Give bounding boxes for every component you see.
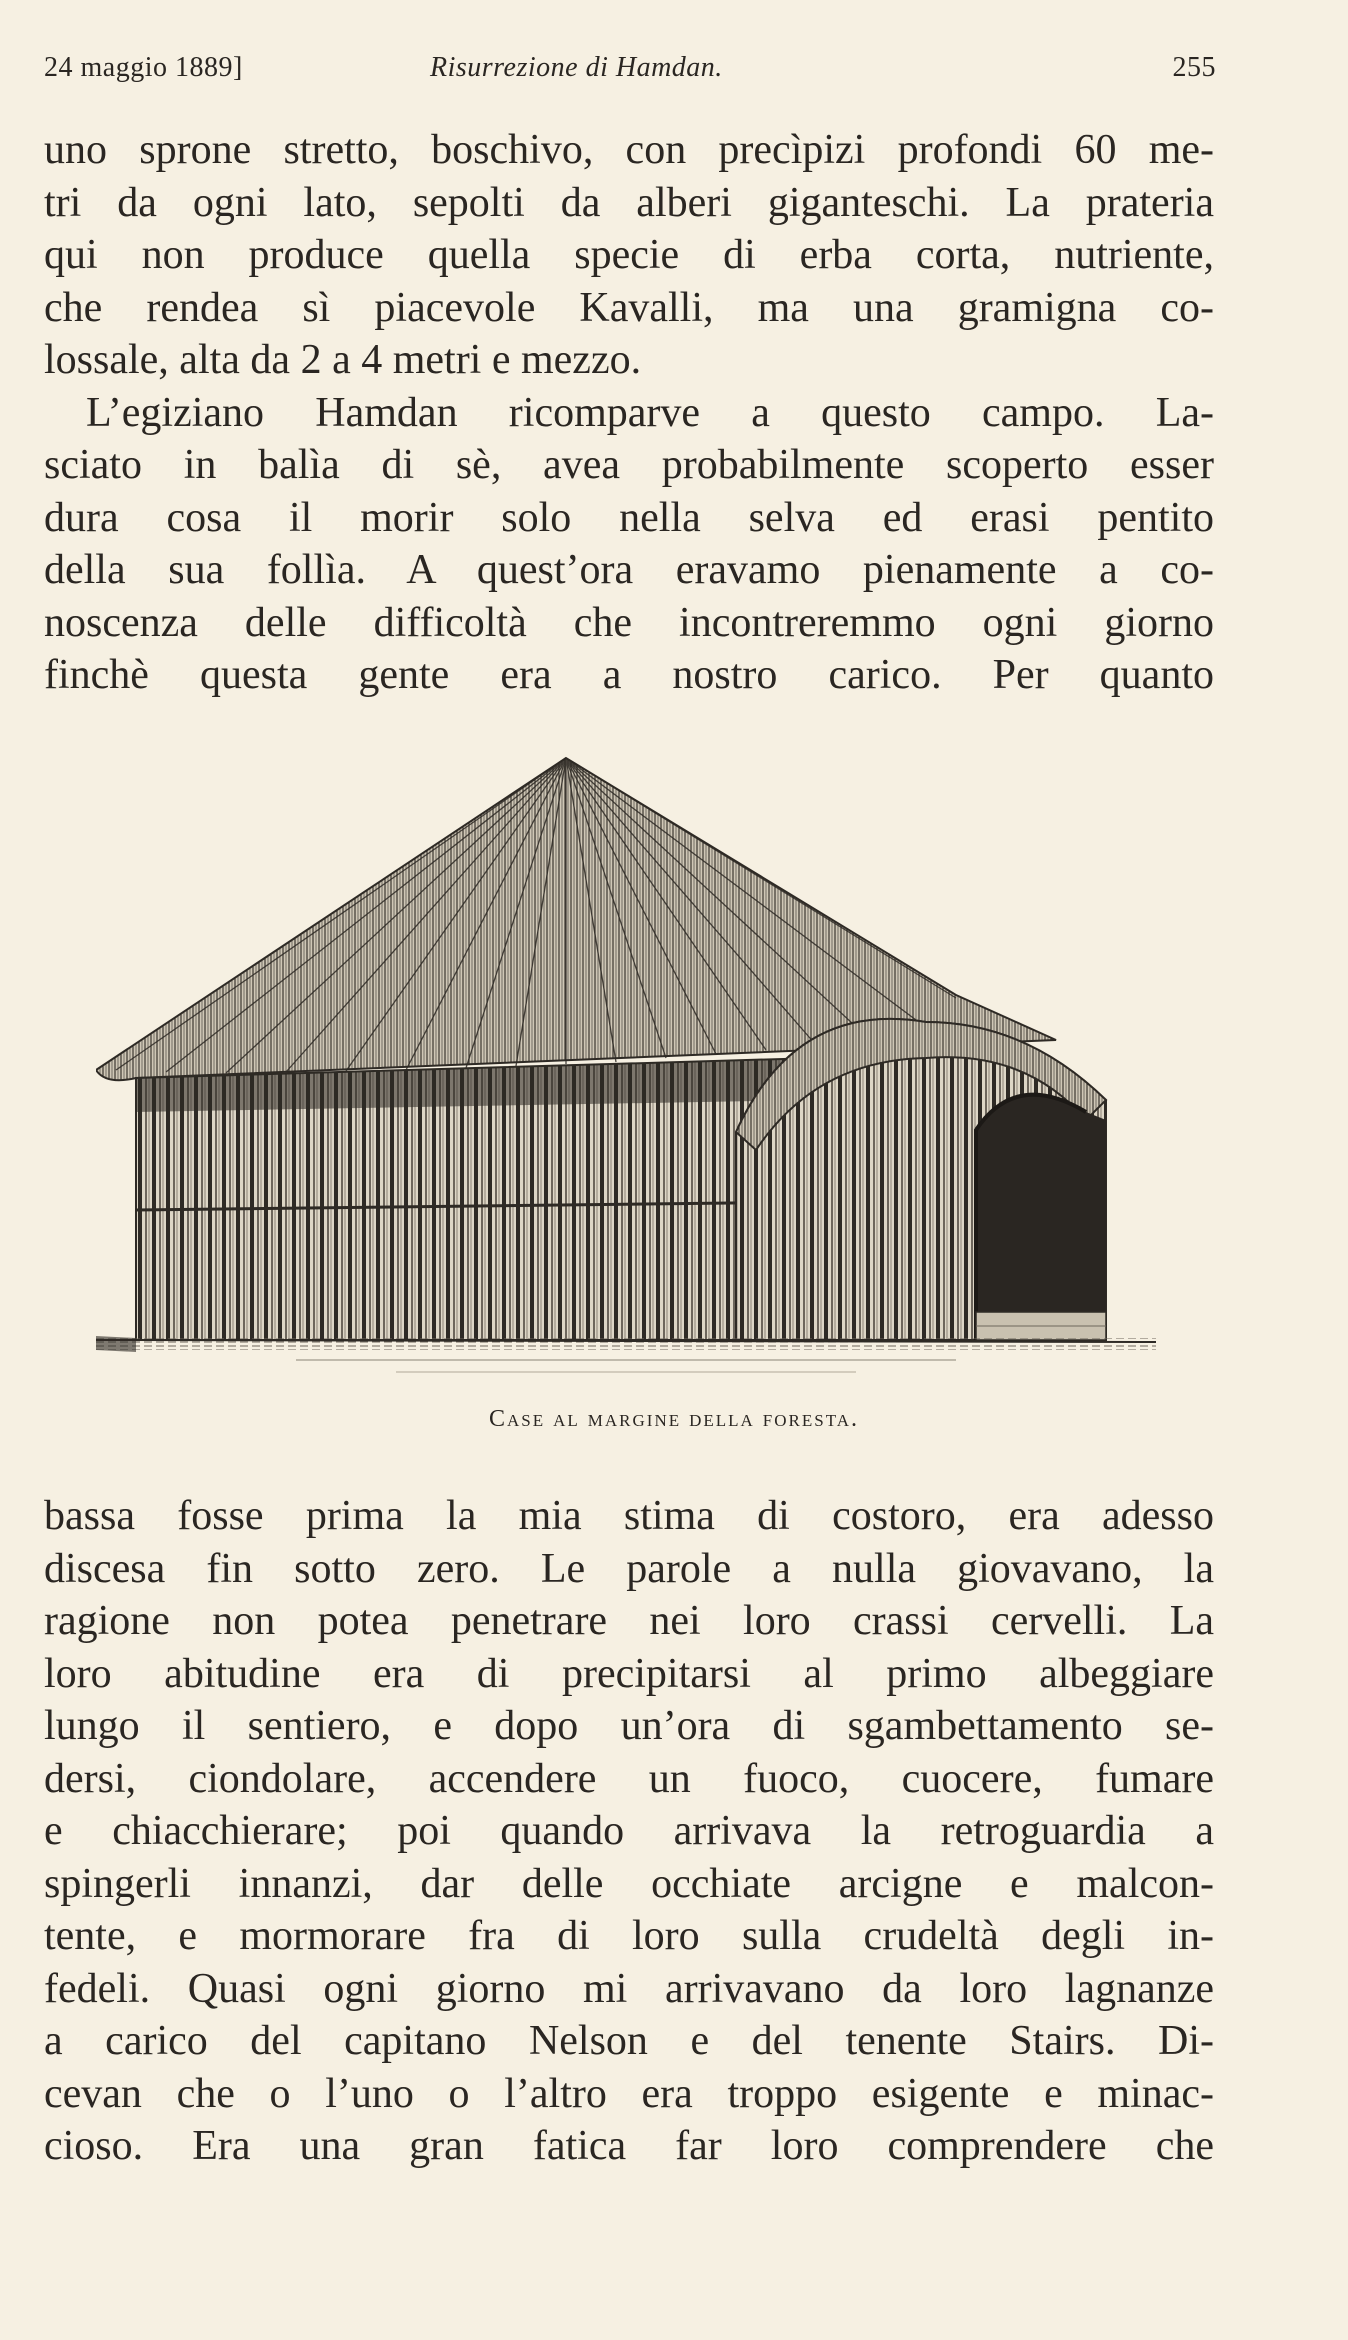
text-line: della sua follìa. A quest’ora eravamo pienamente a co-: [44, 547, 1214, 593]
text-line: lossale, alta da 2 a 4 metri e mezzo.: [44, 337, 642, 383]
text-line: tri da ogni lato, sepolti da alberi giganteschi. La prateria: [44, 179, 1214, 226]
text-line: e chiacchierare; poi quando arrivava la retroguardia a: [44, 1808, 1214, 1854]
text-line: cevan che o l’uno o l’altro era troppo esigente e minac-: [44, 2070, 1214, 2117]
ground: [96, 1336, 1156, 1372]
text-line: che rendea sì piacevole Kavalli, ma una gramigna co-: [44, 284, 1214, 331]
text-line: ragione non potea penetrare nei loro crassi cervelli. La: [44, 1598, 1214, 1644]
text-line: fedeli. Quasi ogni giorno mi arrivavano da loro lagnanze: [44, 1965, 1214, 2012]
text-line: discesa fin sotto zero. Le parole a nulla giovavano, la: [44, 1545, 1214, 1592]
text-line: bassa fosse prima la mia stima di costoro, era adesso: [44, 1493, 1214, 1539]
text-block-bottom: [44, 1490, 1214, 2173]
page-number: 255: [1172, 52, 1216, 83]
text-line: spingerli innanzi, dar delle occhiate arcigne e malcon-: [44, 1860, 1214, 1907]
text-line: cioso. Era una gran fatica far loro comprendere che: [44, 2123, 1214, 2169]
header-date: 24 maggio 1889]: [44, 52, 243, 83]
text-line: dura cosa il morir solo nella selva ed erasi pentito: [44, 494, 1214, 541]
text-line: sciato in balìa di sè, avea probabilmente scoperto esser: [44, 442, 1214, 488]
text-line: L’egiziano Hamdan ricomparve a questo campo. La-: [86, 389, 1214, 436]
text-block-top: [44, 124, 1214, 702]
text-line: lungo il sentiero, e dopo un’ora di sgambettamento se-: [44, 1703, 1214, 1749]
text-line: loro abitudine era di precipitarsi al primo albeggiare: [44, 1650, 1214, 1697]
text-line: dersi, ciondolare, accendere un fuoco, cuocere, fumare: [44, 1755, 1214, 1802]
header-title: Risurrezione di Hamdan.: [430, 52, 723, 83]
small-hut: [736, 1019, 1106, 1340]
text-line: tente, e mormorare fra di loro sulla crudeltà degli in-: [44, 1913, 1214, 1959]
text-line: finchè questa gente era a nostro carico. Per quanto: [44, 652, 1214, 698]
text-line: noscenza delle difficoltà che incontreremmo ogni giorno: [44, 599, 1214, 646]
running-head: [44, 52, 1216, 92]
text-line: qui non produce quella specie di erba corta, nutriente,: [44, 232, 1214, 278]
hut-illustration: [96, 740, 1156, 1380]
text-line: uno sprone stretto, boschivo, con precìpizi profondi 60 me-: [44, 127, 1214, 173]
text-line: a carico del capitano Nelson e del tenente Stairs. Di-: [44, 2018, 1214, 2064]
figure-caption: Case al margine della foresta.: [488, 1406, 860, 1432]
